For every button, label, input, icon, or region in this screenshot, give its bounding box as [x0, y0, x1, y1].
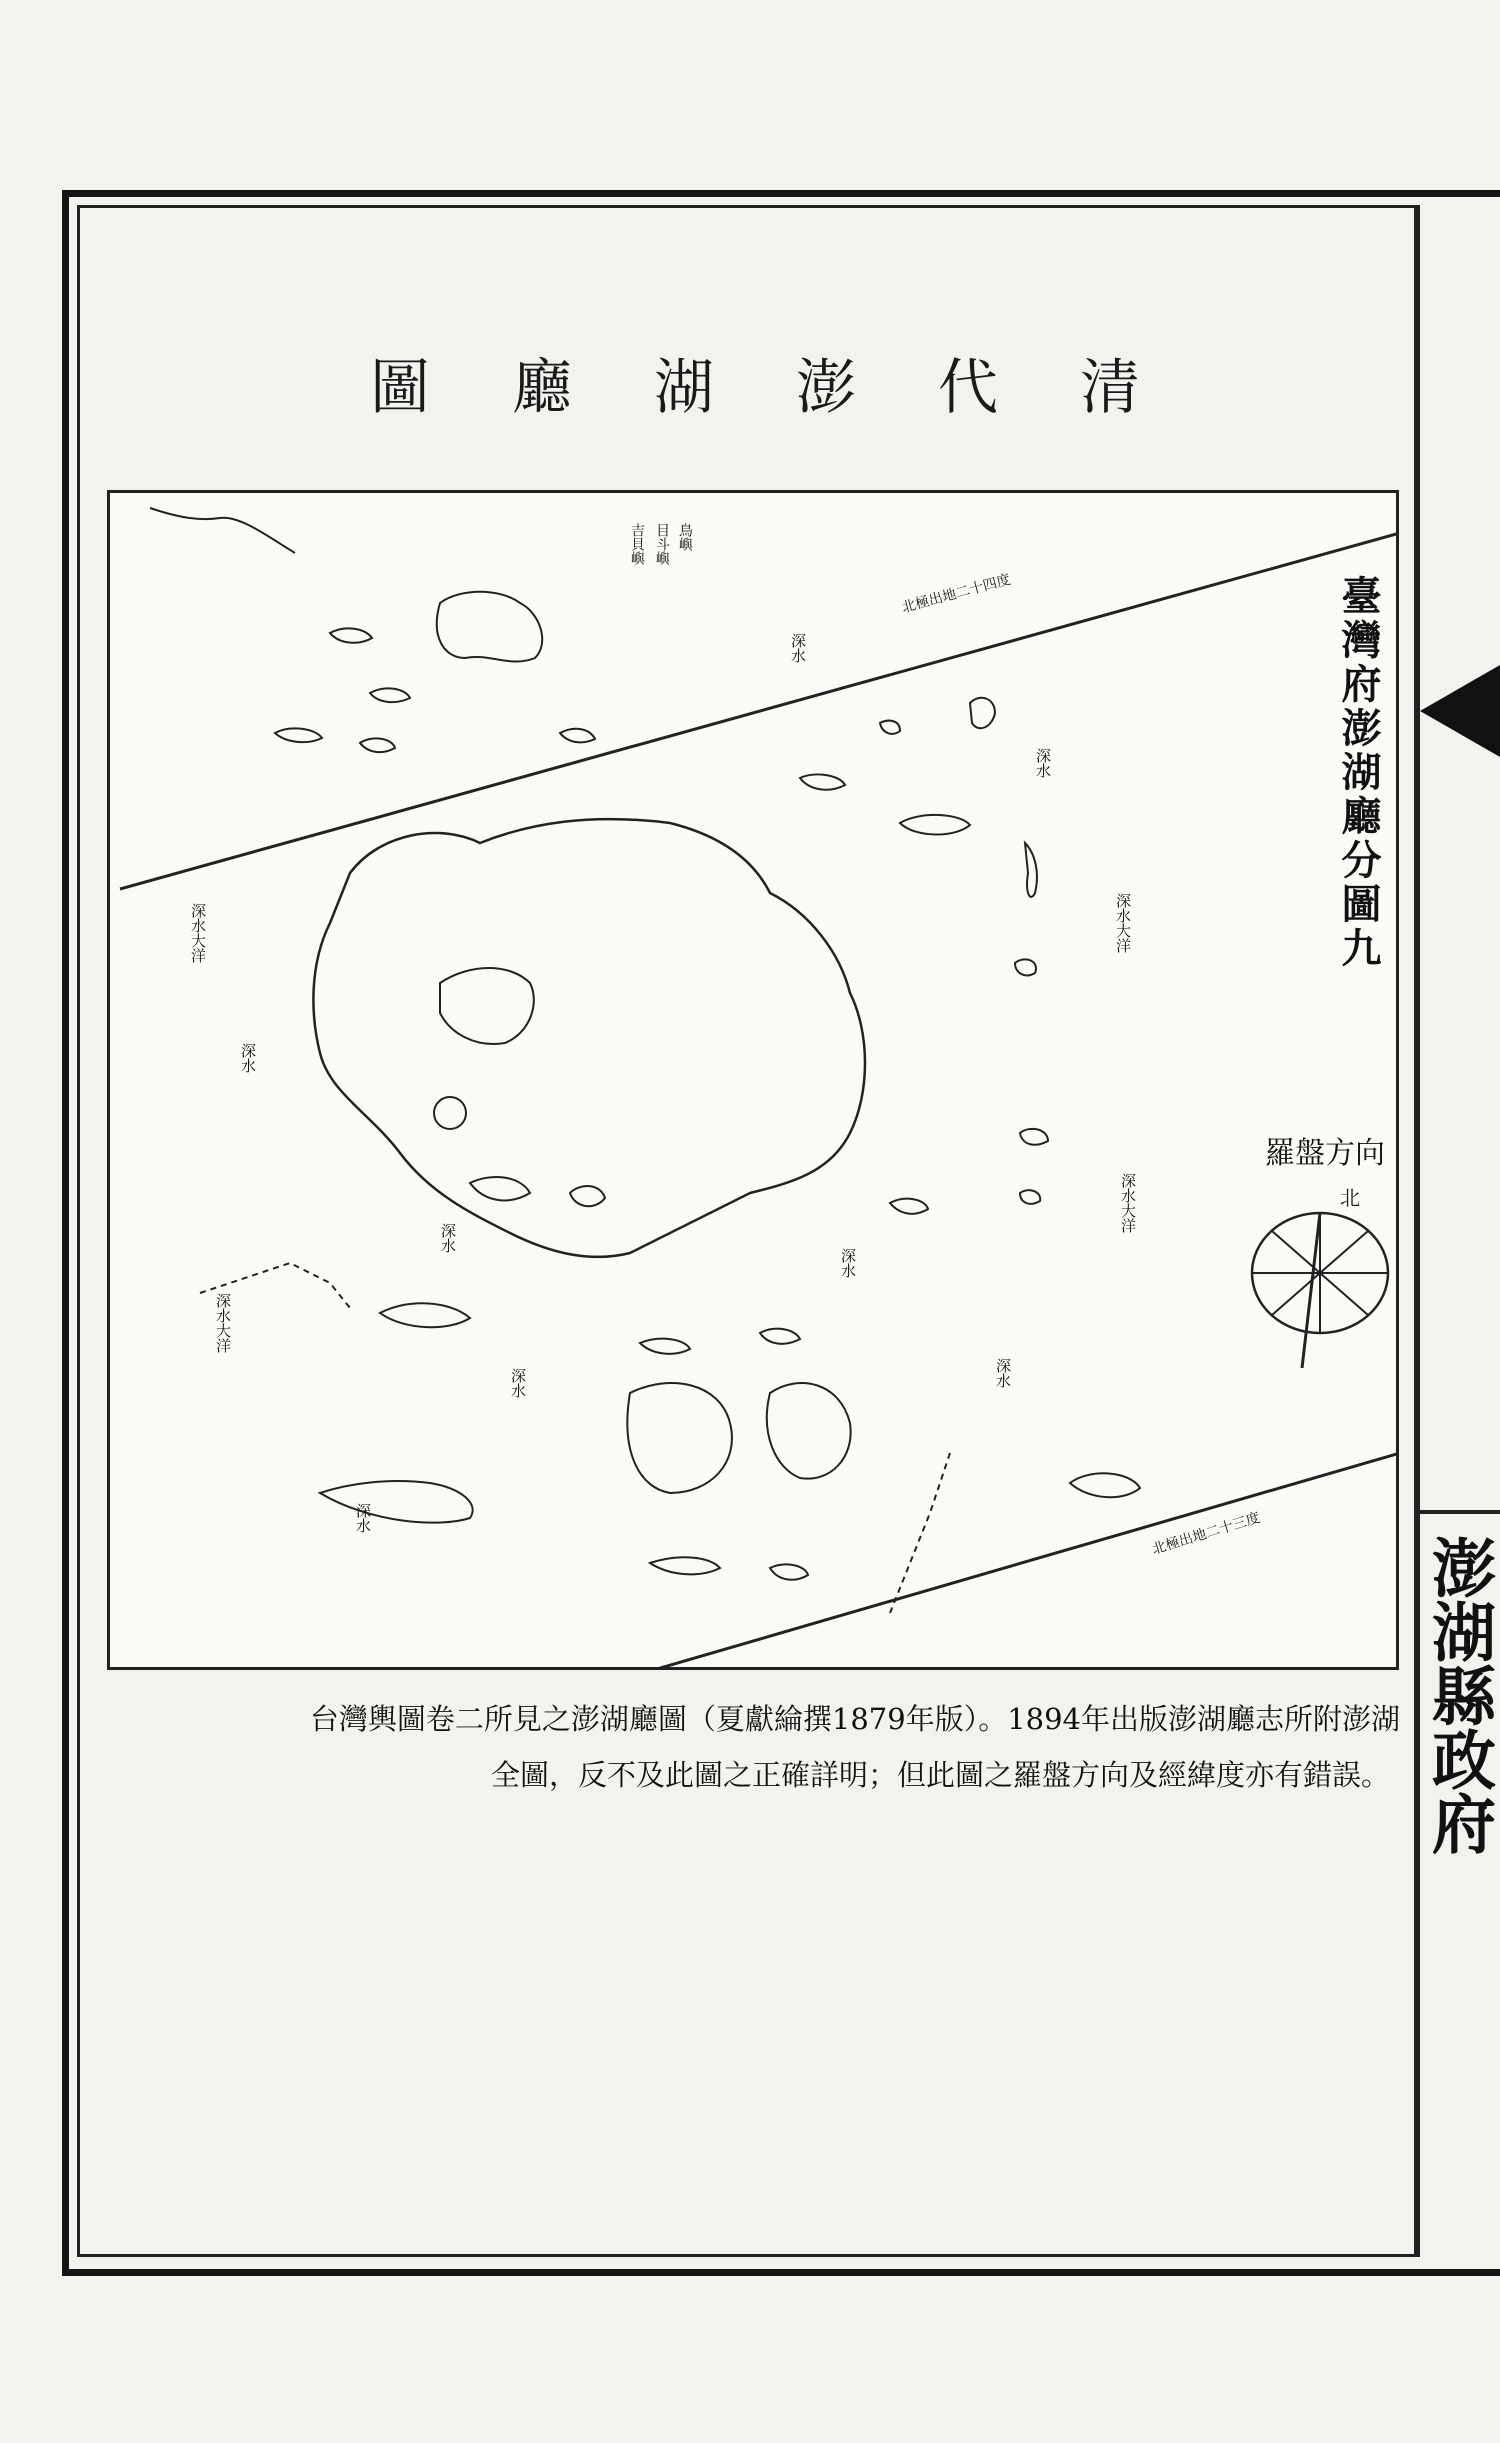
island-outline: [360, 738, 395, 752]
title-char: 廳: [512, 353, 572, 423]
latitude-label-top: 北極出地二十四度: [900, 571, 1013, 617]
ocean-label: 深水大洋: [214, 1293, 232, 1353]
coastline: [150, 508, 295, 553]
island-outline: [470, 1177, 530, 1200]
bay-outline: [440, 968, 534, 1044]
island-outline: [650, 1557, 720, 1574]
compass-label: 羅盤方向: [1265, 1136, 1385, 1171]
small-island: [434, 1097, 466, 1129]
deep-water-label: 深水: [839, 1248, 857, 1278]
island-outline: [970, 698, 995, 728]
caption-line-1: 台灣輿圖卷二所見之澎湖廳圖（夏獻綸撰1879年版）。1894年出版澎湖廳志所附澎湖: [309, 1702, 1400, 1736]
side-tab-marker: [1420, 665, 1500, 757]
map-label: 吉貝嶼: [629, 523, 645, 565]
island-outline: [1020, 1129, 1048, 1145]
route-line: [890, 1453, 950, 1613]
map-label: 目斗嶼: [654, 523, 670, 565]
title-char: 圖: [370, 353, 430, 423]
main-island-outline: [313, 819, 865, 1257]
deep-water-label: 深水: [994, 1358, 1012, 1388]
deep-water-label: 深水: [509, 1368, 527, 1398]
deep-water-label: 深水: [354, 1503, 372, 1533]
island-outline: [330, 628, 372, 642]
page-title: [370, 340, 1140, 426]
island-outline: [760, 1329, 800, 1344]
island-outline: [437, 592, 542, 662]
ocean-label: 深水大洋: [1119, 1173, 1137, 1233]
island-outline: [1025, 843, 1037, 897]
island-outline: [1020, 1190, 1040, 1204]
deep-water-label: 深水: [1034, 748, 1052, 778]
caption-line-2: 全圖，反不及此圖之正確詳明；但此圖之羅盤方向及經緯度亦有錯誤。: [490, 1758, 1390, 1792]
island-outline: [275, 728, 322, 742]
island-outline: [560, 729, 595, 743]
title-char: 澎: [796, 353, 856, 423]
latitude-line-top: [120, 533, 1399, 889]
island-outline: [1015, 959, 1036, 975]
compass-north-label: 北: [1340, 1186, 1360, 1210]
deep-water-label: 深水: [439, 1223, 457, 1253]
deep-water-label: 深水: [239, 1043, 257, 1073]
title-char: 湖: [654, 353, 714, 423]
side-margin: [1417, 205, 1500, 2257]
island-outline: [800, 774, 845, 789]
title-char: 代: [938, 353, 998, 423]
map-drawing: [110, 493, 1399, 1670]
map-label: 鳥嶼: [677, 523, 693, 551]
island-outline: [627, 1383, 732, 1493]
island-outline: [890, 1199, 928, 1214]
ocean-label: 深水大洋: [1114, 893, 1132, 953]
island-outline: [640, 1339, 690, 1354]
ocean-label: 深水大洋: [189, 903, 207, 963]
historical-map: [107, 490, 1399, 1670]
map-vertical-title: 臺灣府澎湖廳分圖九: [1335, 575, 1382, 971]
side-title: 澎湖縣政府: [1421, 1535, 1496, 1855]
island-outline: [880, 721, 900, 734]
island-outline: [320, 1481, 473, 1523]
island-outline: [767, 1383, 851, 1479]
island-outline: [380, 1303, 470, 1327]
compass: [1252, 1213, 1388, 1368]
island-outline: [900, 815, 970, 835]
island-outline: [570, 1186, 605, 1206]
latitude-line-bottom: [650, 1453, 1399, 1670]
deep-water-label: 深水: [789, 633, 807, 663]
side-rule: [1420, 1510, 1500, 1514]
island-outline: [370, 688, 410, 702]
latitude-label-bottom: 北極出地二十三度: [1150, 1509, 1263, 1558]
island-outline: [770, 1564, 808, 1579]
island-outline: [1070, 1473, 1140, 1497]
title-char: 清: [1080, 353, 1140, 423]
